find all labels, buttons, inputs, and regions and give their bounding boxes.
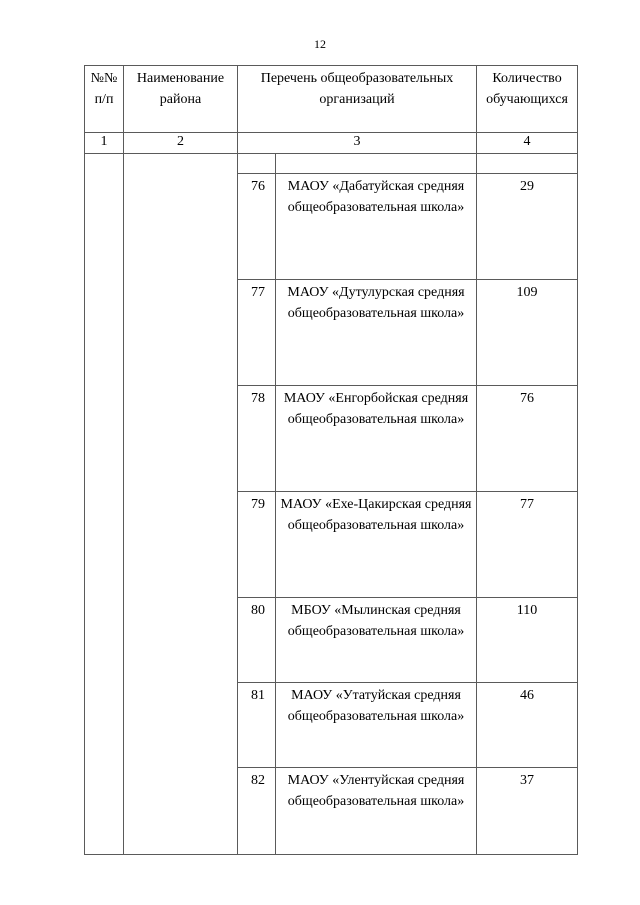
- column-index: 2: [124, 133, 238, 154]
- empty-cell: [477, 154, 578, 174]
- school-name: МАОУ «Ехе-Цакирская средняя общеобразовательная школа»: [276, 492, 477, 598]
- header-row: [85, 66, 578, 133]
- blank-row: [85, 154, 578, 174]
- school-name: МАОУ «Утатуйская средняя общеобразовательная школа»: [276, 683, 477, 768]
- student-count: 46: [477, 683, 578, 768]
- school-number: 77: [238, 280, 276, 386]
- empty-cell: [238, 154, 276, 174]
- header-district: Наименование района: [124, 66, 238, 133]
- school-number: 82: [238, 768, 276, 855]
- number-cell-merged: [85, 154, 124, 855]
- school-number: 78: [238, 386, 276, 492]
- student-count: 77: [477, 492, 578, 598]
- header-student-count: Количество обучающихся: [477, 66, 578, 133]
- column-index: 3: [238, 133, 477, 154]
- school-number: 81: [238, 683, 276, 768]
- student-count: 76: [477, 386, 578, 492]
- school-number: 76: [238, 174, 276, 280]
- student-count: 37: [477, 768, 578, 855]
- school-name: МАОУ «Улентуйская средняя общеобразовательная школа»: [276, 768, 477, 855]
- column-index: 1: [85, 133, 124, 154]
- column-index: 4: [477, 133, 578, 154]
- school-name: МАОУ «Дабатуйская средняя общеобразовательная школа»: [276, 174, 477, 280]
- school-number: 80: [238, 598, 276, 683]
- school-number: 79: [238, 492, 276, 598]
- page-number: 12: [314, 37, 326, 51]
- school-name: МБОУ «Мылинская средняя общеобразовательная школа»: [276, 598, 477, 683]
- empty-cell: [276, 154, 477, 174]
- schools-table: [84, 65, 578, 855]
- student-count: 109: [477, 280, 578, 386]
- header-organizations: Перечень общеобразовательных организаций: [238, 66, 477, 133]
- column-index-row: [85, 133, 578, 154]
- student-count: 29: [477, 174, 578, 280]
- student-count: 110: [477, 598, 578, 683]
- school-name: МАОУ «Дутулурская средняя общеобразовательная школа»: [276, 280, 477, 386]
- school-name: МАОУ «Енгорбойская средняя общеобразовательная школа»: [276, 386, 477, 492]
- district-cell-merged: [124, 154, 238, 855]
- header-number: №№ п/п: [85, 66, 124, 133]
